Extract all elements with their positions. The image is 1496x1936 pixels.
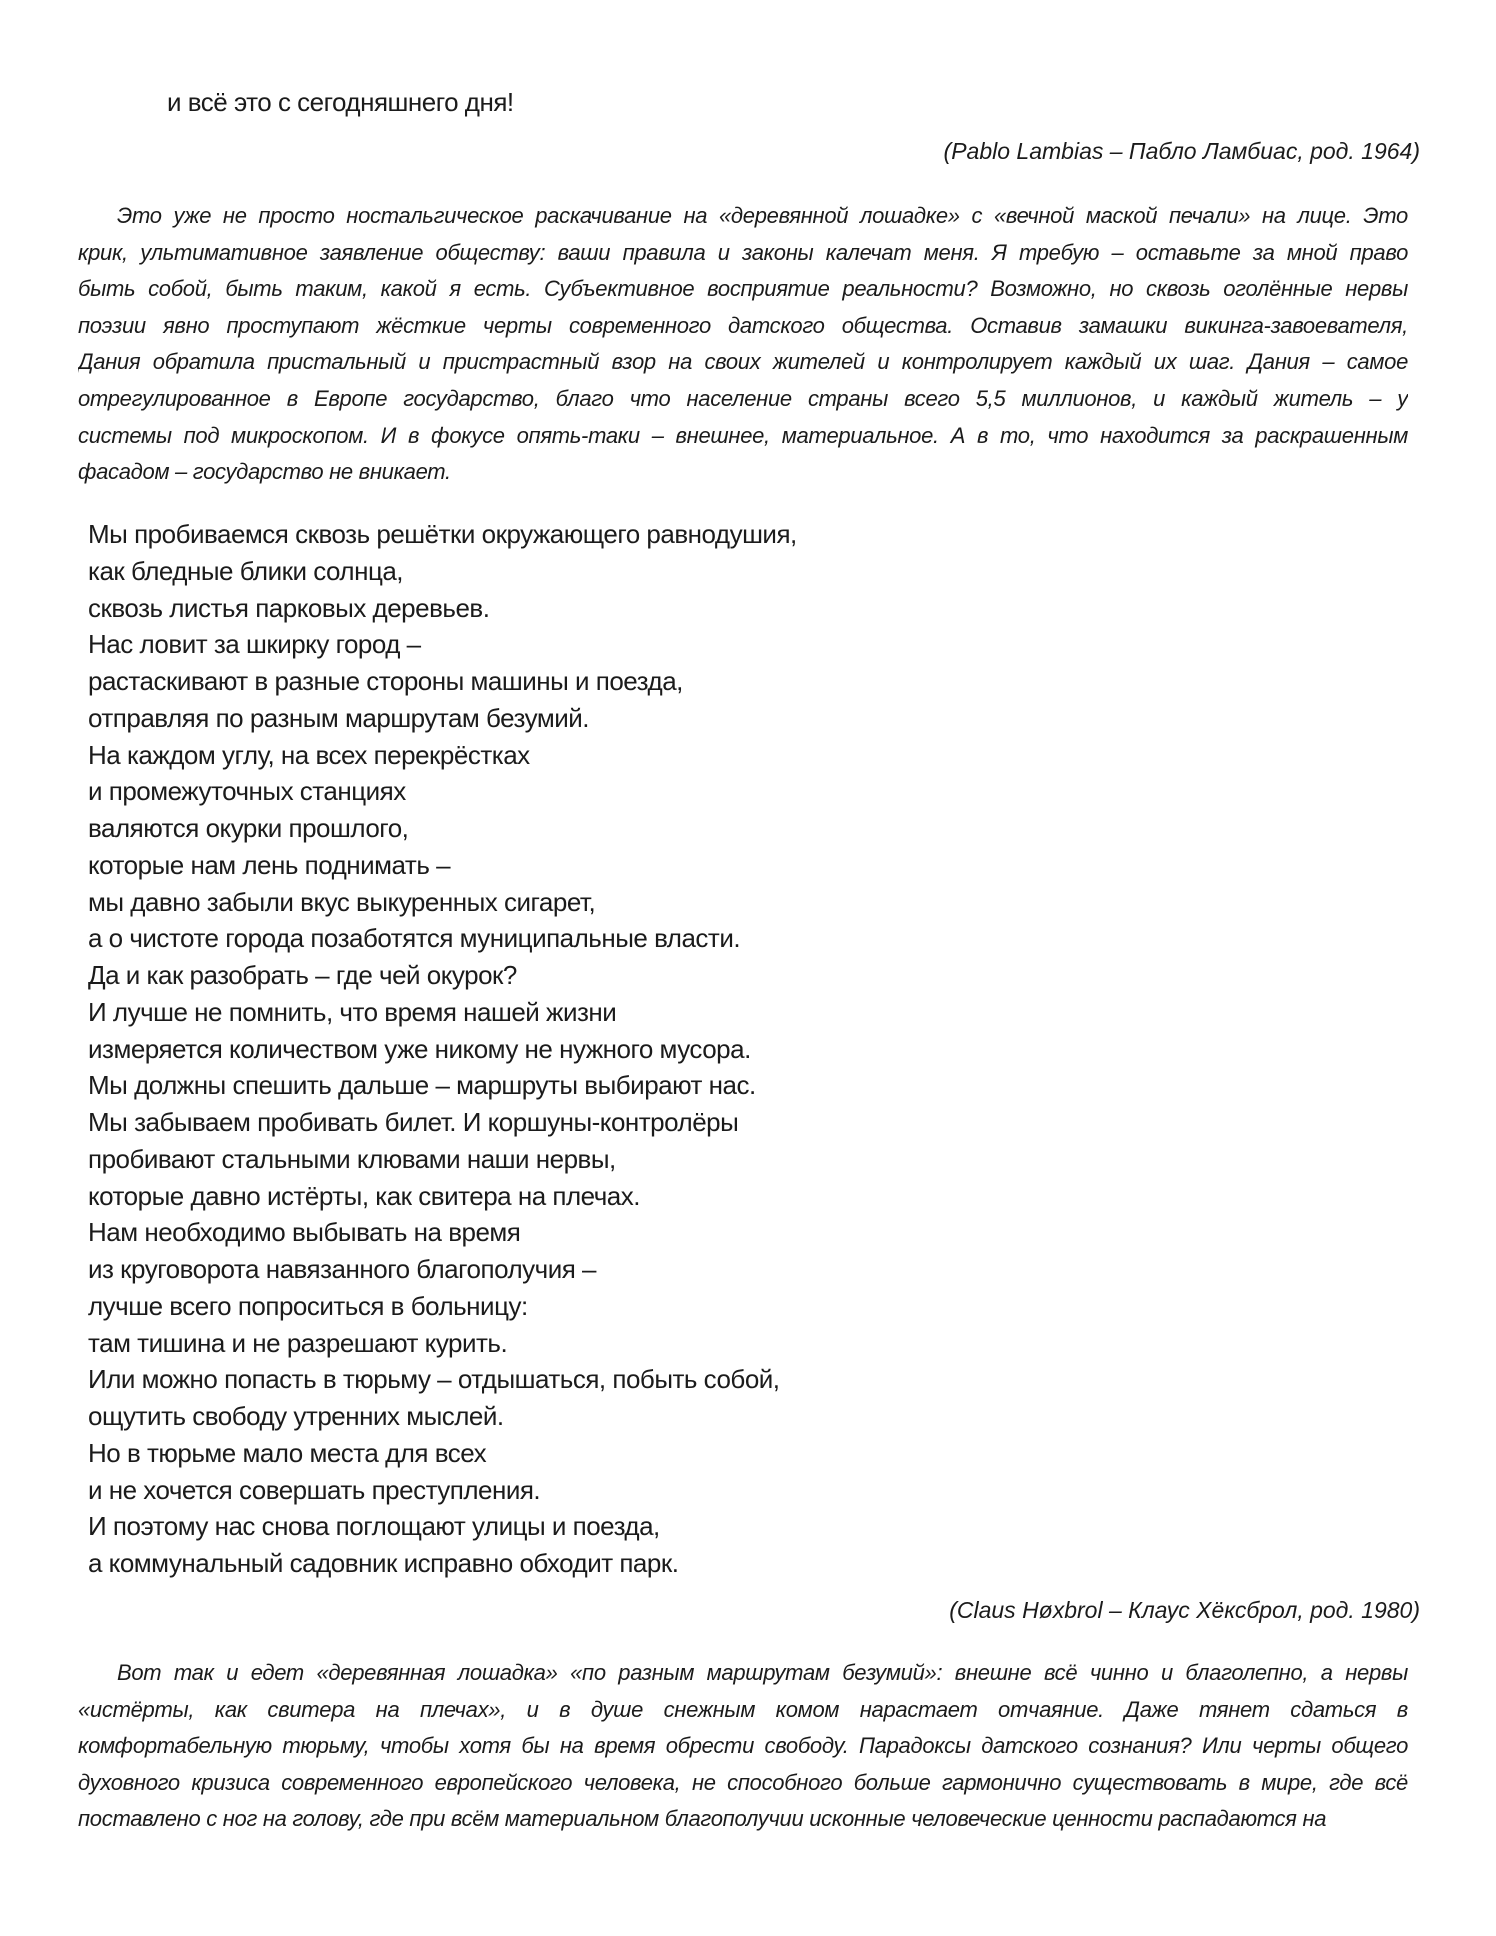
- poem-line: Но в тюрьме мало места для всех: [88, 1437, 487, 1468]
- paragraph-line: поэзии явно проступают жёсткие черты современного датского общества. Оставив замашки викинга-завоевателя,: [78, 312, 1408, 338]
- poem-line: измеряется количеством уже никому не нужного мусора.: [88, 1033, 751, 1064]
- poem-line: отправляя по разным маршрутам безумий.: [88, 702, 589, 733]
- paragraph-line: крик, ультимативное заявление обществу: ваши правила и законы калечат меня. Я требую – оставьте за мной право: [78, 239, 1408, 265]
- paragraph-line: фасадом – государство не вникает.: [78, 459, 451, 485]
- paragraph-line: системы под микроскопом. И в фокусе опять-таки – внешнее, материальное. А в то, что находится за раскрашенным: [78, 422, 1408, 448]
- paragraph-line: Это уже не просто ностальгическое раскачивание на «деревянной лошадке» с «вечной маской печали» на лице. Это: [117, 203, 1408, 228]
- commentary-paragraph-1: [78, 198, 1408, 491]
- poem-line: Нам необходимо выбывать на время: [88, 1217, 521, 1248]
- poem-line: как бледные блики солнца,: [88, 555, 404, 586]
- poem-line: Мы должны спешить дальше – маршруты выбирают нас.: [88, 1070, 756, 1101]
- poem-line: а о чистоте города позаботятся муниципальные власти.: [88, 923, 741, 954]
- poem-line: а коммунальный садовник исправно обходит парк.: [88, 1548, 679, 1578]
- poem-line: валяются окурки прошлого,: [88, 813, 409, 843]
- paragraph-line: Дания обратила пристальный и пристрастный взор на своих жителей и контролирует каждый их шаг. Дания – самое: [78, 349, 1408, 375]
- poem-line: Или можно попасть в тюрьму – отдышаться, побыть собой,: [88, 1364, 780, 1395]
- paragraph-line: комфортабельную тюрьму, чтобы хотя бы на время обрести свободу. Парадоксы датского сознания? Или черты общего: [78, 1733, 1408, 1759]
- poem-line: лучше всего попроситься в больницу:: [88, 1290, 528, 1321]
- poem-line: ощутить свободу утренних мыслей.: [88, 1401, 504, 1431]
- paragraph-line: поставлено с ног на голову, где при всём материальном благополучии исконные человеческие ценности распадаются на: [78, 1806, 1327, 1832]
- poem-line: мы давно забыли вкус выкуренных сигарет,: [88, 886, 596, 917]
- poem-line: которые нам лень поднимать –: [88, 849, 451, 880]
- poem-line: которые давно истёрты, как свитера на плечах.: [88, 1180, 640, 1211]
- poem-line: сквозь листья парковых деревьев.: [88, 592, 490, 623]
- commentary-paragraph-2: [78, 1655, 1408, 1838]
- poem-line: И поэтому нас снова поглощают улицы и поезда,: [88, 1511, 660, 1542]
- poem-line: пробивают стальными клювами наши нервы,: [88, 1143, 616, 1174]
- poem-lead-line: и всё это с сегодняшнего дня!: [167, 87, 514, 117]
- poem-line: Нас ловит за шкирку город –: [88, 629, 421, 660]
- paragraph-line: «истёрты, как свитера на плечах», и в душе снежным комом нарастает отчаяние. Даже тянет сдаться в: [78, 1696, 1408, 1722]
- paragraph-line: быть собой, быть таким, какой я есть. Субъективное восприятие реальности? Возможно, но сквозь оголённые нервы: [78, 276, 1408, 302]
- poem-body: [88, 516, 1408, 1582]
- poem-line: и не хочется совершать преступления.: [88, 1474, 541, 1505]
- poem-line: из круговорота навязанного благополучия –: [88, 1254, 596, 1284]
- poem-line: Мы забываем пробивать билет. И коршуны-контролёры: [88, 1107, 739, 1137]
- poem-line: Мы пробиваемся сквозь решётки окружающего равнодушия,: [88, 519, 797, 549]
- poem-line: Да и как разобрать – где чей окурок?: [88, 960, 517, 990]
- poem-line: там тишина и не разрешают курить.: [88, 1327, 508, 1358]
- paragraph-line: духовного кризиса современного европейского человека, не способного больше гармонично существовать в мире, где всё: [78, 1769, 1408, 1795]
- poem-line: растаскивают в разные стороны машины и поезда,: [88, 666, 683, 696]
- author-attribution-lambias: (Pablo Lambias – Пабло Ламбиас, род. 1964): [943, 138, 1420, 164]
- poem-line: На каждом углу, на всех перекрёстках: [88, 739, 530, 770]
- paragraph-line: отрегулированное в Европе государство, благо что население страны всего 5,5 миллионов, и каждый житель – у: [78, 385, 1408, 411]
- paragraph-line: Вот так и едет «деревянная лошадка» «по разным маршрутам безумий»: внешне всё чинно и благолепно, а нервы: [117, 1660, 1408, 1685]
- poem-line: И лучше не помнить, что время нашей жизни: [88, 996, 617, 1027]
- author-attribution-hoexbrol: (Claus Høxbrol – Клаус Хёксброл, род. 1980): [949, 1597, 1420, 1623]
- poem-line: и промежуточных станциях: [88, 776, 406, 807]
